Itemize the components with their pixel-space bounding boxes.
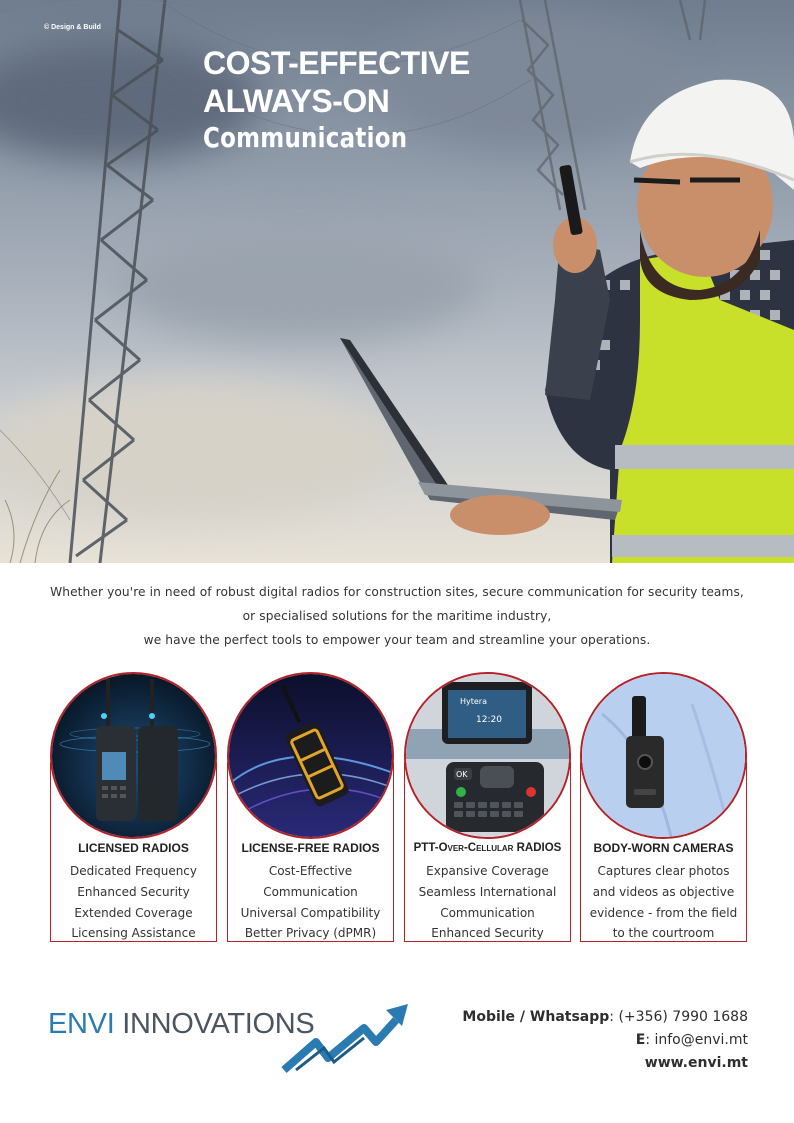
feature-item: Enhanced Security (431, 926, 544, 941)
pylon-left (70, 0, 165, 563)
card-image (580, 672, 747, 839)
card-body-worn-cameras (580, 672, 747, 942)
contact-website (462, 1052, 748, 1075)
card-title: LICENSED RADIOS (78, 841, 189, 855)
feature-item: Licensing Assistance (71, 926, 196, 941)
intro-line: or specialised solutions for the maritime industry, (242, 609, 552, 623)
vest-reflective-strip (612, 535, 794, 557)
email-address[interactable]: : info@envi.mt (645, 1032, 748, 1048)
feature-item: Expansive Coverage (426, 864, 549, 878)
license-free-radios-image (229, 674, 394, 839)
hand (450, 495, 550, 535)
ptt-radios-image (406, 674, 571, 839)
device-brand: Hytera (460, 697, 487, 706)
body-worn-camera-image (582, 674, 747, 839)
contact-mobile (462, 1006, 748, 1029)
email-label: E (635, 1032, 646, 1048)
card-title (404, 840, 571, 856)
card-licensed-radios (50, 672, 217, 942)
feature-item: evidence - from the field (589, 905, 738, 920)
intro-line: Whether you're in need of robust digital radios for construction sites, secure communication for security teams, (50, 585, 744, 599)
feature-item: Enhanced Security (77, 884, 190, 899)
website-link[interactable]: www.envi.mt (644, 1055, 748, 1071)
card-title-text: PTT-Over-Cellular RADIOS (413, 842, 562, 854)
card-image (50, 672, 217, 839)
feature-item: Seamless International (418, 884, 557, 899)
logo-envi: ENVI (48, 1008, 115, 1040)
feature-item: Better Privacy (dPMR) (244, 926, 377, 941)
feature-item: Cost-Effective (268, 864, 353, 878)
card-image (404, 672, 571, 839)
photo-credit: © Design & Build (44, 24, 101, 31)
licensed-radios-image (52, 674, 217, 839)
card-image (227, 672, 394, 839)
laptop-screen-edge (340, 338, 450, 490)
card-title: BODY-WORN CAMERAS (593, 841, 734, 855)
grass (5, 470, 70, 563)
card-features (227, 861, 394, 944)
feature-item: Communication (263, 884, 358, 899)
svg-text:OK: OK (456, 770, 468, 779)
intro-line: we have the perfect tools to empower your team and streamline your operations. (143, 633, 651, 647)
card-features (404, 861, 571, 944)
headline-line-2: ALWAYS-ON (203, 83, 390, 119)
headline-line-1: COST-EFFECTIVE (203, 45, 470, 81)
mobile-label: Mobile / Whatsapp (462, 1009, 610, 1025)
logo-wordmark (48, 1008, 314, 1041)
feature-item: Extended Coverage (74, 905, 193, 920)
feature-item: Universal Compatibility (240, 905, 381, 920)
card-features (50, 861, 217, 944)
feature-item: Communication (440, 905, 535, 920)
intro-text (0, 580, 794, 652)
headline (203, 44, 470, 156)
card-title: LICENSE-FREE RADIOS (241, 841, 380, 855)
feature-item: and videos as objective (592, 884, 735, 899)
contact-info (462, 1006, 748, 1075)
feature-item: Dedicated Frequency (69, 864, 198, 878)
feature-item: Captures clear photos (597, 864, 730, 878)
logo-arrow-icon (276, 1002, 456, 1074)
mobile-number[interactable]: : (+356) 7990 1688 (609, 1009, 748, 1025)
company-logo (48, 1008, 314, 1041)
logo-innovations: INNOVATIONS (114, 1008, 315, 1040)
card-features (580, 861, 747, 944)
feature-item: to the courtroom (612, 926, 715, 941)
device-time: 12:20 (476, 715, 502, 725)
headline-line-3: Communication (203, 121, 408, 154)
card-ptt-over-cellular-radios (404, 672, 571, 942)
vest-reflective-strip (615, 445, 794, 469)
contact-email (462, 1029, 748, 1052)
card-license-free-radios (227, 672, 394, 942)
